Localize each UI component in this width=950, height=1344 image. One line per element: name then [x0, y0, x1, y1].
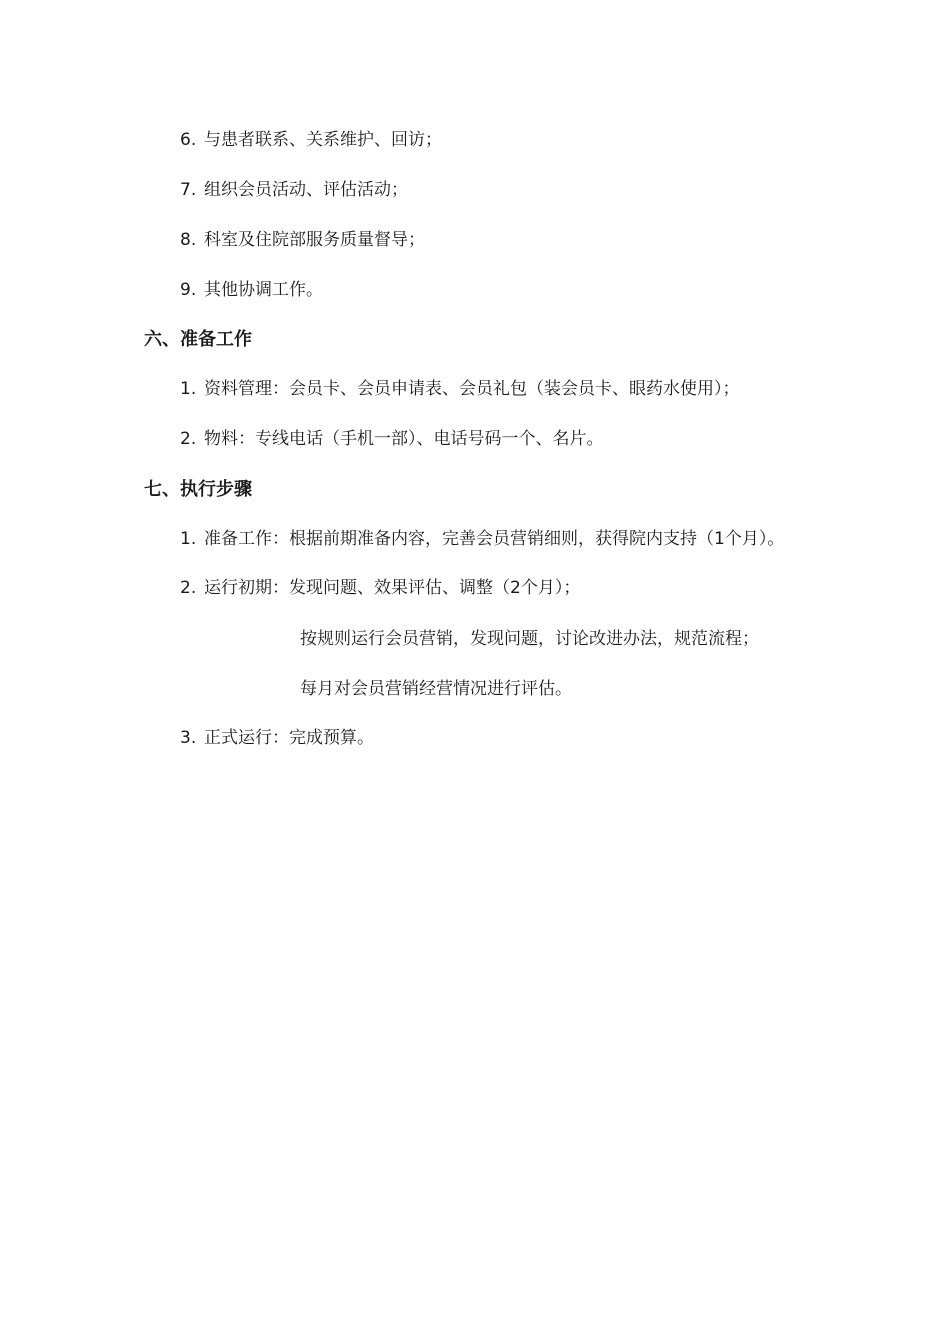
sub-item-text: 按规则运行会员营销，发现问题，讨论改进办法，规范流程； [300, 629, 759, 649]
list-item-number: 1. [180, 379, 197, 399]
list-item-text: 资料管理：会员卡、会员申请表、会员礼包（装会员卡、眼药水使用）； [204, 379, 740, 399]
section-heading-preparation: 六、准备工作 [144, 329, 252, 350]
list-item [180, 528, 784, 550]
list-item-number: 6. [180, 130, 197, 150]
list-item-number: 7. [180, 180, 197, 200]
list-item-text: 物料：专线电话（手机一部）、电话号码一个、名片。 [204, 429, 604, 449]
list-item-number: 3. [180, 728, 197, 748]
list-item-number: 1. [180, 529, 197, 549]
list-item [180, 428, 604, 450]
section-heading-execution: 七、执行步骤 [144, 479, 252, 500]
list-item [180, 129, 442, 151]
list-item [180, 279, 323, 301]
list-item-number: 8. [180, 230, 197, 250]
list-item-number: 2. [180, 429, 197, 449]
list-item [180, 577, 580, 599]
list-item [180, 179, 408, 201]
list-item-number: 9. [180, 280, 197, 300]
list-item-text: 运行初期：发现问题、效果评估、调整（2个月）； [204, 578, 581, 598]
list-item-text: 正式运行：完成预算。 [204, 728, 374, 748]
list-item-text: 科室及住院部服务质量督导； [204, 230, 425, 250]
list-item [180, 229, 425, 251]
list-item-text: 组织会员活动、评估活动； [204, 180, 408, 200]
list-item-number: 2. [180, 578, 197, 598]
list-item [180, 727, 374, 749]
sub-item-text: 每月对会员营销经营情况进行评估。 [300, 679, 572, 699]
list-item-text: 准备工作：根据前期准备内容，完善会员营销细则，获得院内支持（1个月）。 [204, 529, 785, 549]
list-item-text: 与患者联系、关系维护、回访； [204, 130, 442, 150]
list-item-text: 其他协调工作。 [204, 280, 323, 300]
list-item [180, 378, 740, 400]
